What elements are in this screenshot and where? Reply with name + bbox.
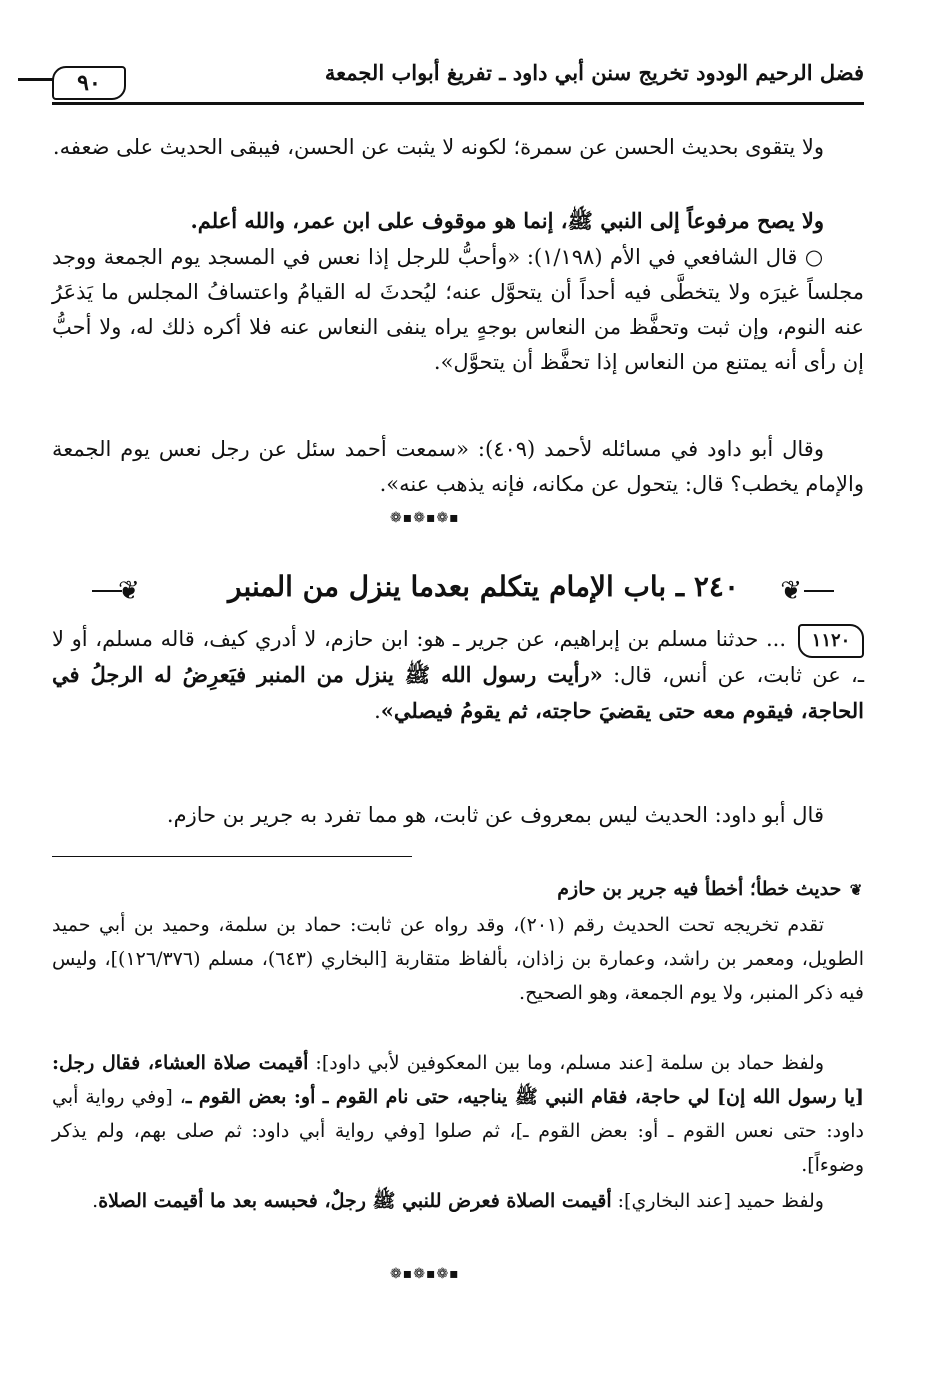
- book-icon: ❦: [849, 881, 863, 899]
- running-title: فضل الرحيم الودود تخريج سنن أبي داود ـ تفريغ أبواب الجمعة: [324, 60, 864, 85]
- left-flourish-icon: ❦: [118, 576, 140, 606]
- hammad-rest: ، [وفي رواية أبي داود: حتى نعس القوم ـ أو: بعض القوم ـ]، ثم صلوا [وفي رواية أبي داود: ثم صلى بهم، ولم يذكر وضوءاً].: [52, 1086, 864, 1176]
- hammad-lafz: أقيمت صلاة العشاء، فقال رجل: [يا رسول الله إن] لي حاجة، فقام النبي ﷺ يناجيه، حتى نام القوم ـ أو: بعض القوم ـ: [52, 1052, 865, 1108]
- page-number-arrow: [18, 78, 54, 81]
- hadith-isnad: ... حدثنا مسلم بن إبراهيم، عن جرير ـ هو: ابن حازم، لا أدري كيف، قاله مسلم، أو لا ـ، عن ثابت، عن أنس، قال:: [52, 627, 864, 687]
- footnote-rule: [52, 856, 412, 857]
- hadith-end: .: [374, 699, 381, 723]
- chapter-heading: [52, 562, 864, 618]
- paragraph-shafii: ○ قال الشافعي في الأم (١/١٩٨): «وأحبُّ للرجل إذا نعس في المسجد يوم الجمعة ووجد مجلساً غيرَه ولا يتخطَّى فيه أحداً أن يتحوَّل عنه؛ ليُحدثَ له القيامُ واعتسافُ المجلس ما يَذعَرُ عنه النوم، وإن ثبت وتحفَّظ من النعاس بوجهٍ يراه ينفى النعاس عنه فلا أكره ذلك له، ولا أحبُّ إن رأى أنه يمتنع من النعاس إذا تحفَّظ أن يتحوَّل».: [52, 245, 864, 374]
- heading-line-left: [92, 590, 122, 592]
- page-header: [52, 56, 864, 112]
- footnote-humayd: [52, 1184, 864, 1218]
- hammad-intro: ولفظ حماد بن سلمة [عند مسلم، وما بين المعكوفين لأبي داود]:: [308, 1052, 824, 1074]
- chapter-title: ٢٤٠ ـ باب الإمام يتكلم بعدما ينزل من المنبر: [228, 570, 739, 603]
- paragraph-abu-dawud-masail: وقال أبو داود في مسائله لأحمد (٤٠٩): «سمعت أحمد سئل عن رجل نعس يوم الجمعة والإمام يخطب؟ قال: يتحول عن مكانه، فإنه يذهب عنه».: [52, 437, 864, 496]
- ornament-divider-bottom: ❁▪❁▪❁▪: [390, 1266, 460, 1282]
- verdict-text: حديث خطأ؛ أخطأ فيه جرير بن حازم: [557, 878, 842, 900]
- heading-line-right: [804, 590, 834, 592]
- paragraph-mawquf: ولا يصح مرفوعاً إلى النبي ﷺ، إنما هو موقوف على ابن عمر، والله أعلم.: [190, 208, 824, 233]
- right-flourish-icon: ❦: [780, 576, 802, 606]
- hadith-text: [52, 622, 864, 729]
- abu-dawud-comment: قال أبو داود: الحديث ليس بمعروف عن ثابت، هو مما تفرد به جرير بن حازم.: [166, 803, 824, 827]
- verdict-line: [52, 872, 864, 908]
- humayd-end: .: [92, 1190, 99, 1212]
- paragraph-weak-hadith: ولا يتقوى بحديث الحسن عن سمرة؛ لكونه لا يثبت عن الحسن، فيبقى الحديث على ضعفه.: [52, 135, 824, 159]
- book-page: [52, 40, 864, 1360]
- hadith-matn: «رأيت رسول الله ﷺ ينزل من المنبر فيَعرِضُ له الرجلُ في الحاجة، فيقوم معه حتى يقضيَ حاجته، ثم يقومُ فيصلي»: [52, 662, 864, 723]
- hadith-number: ١١٢٠: [798, 624, 864, 658]
- humayd-lafz: أقيمت الصلاة فعرض للنبي ﷺ رجلٌ، فحبسه بعد ما أقيمت الصلاة: [98, 1190, 612, 1212]
- footnote-hammad: [52, 1046, 864, 1182]
- footnote-takhrij: تقدم تخريجه تحت الحديث رقم (٢٠١)، وقد رواه عن ثابت: حماد بن سلمة، وحميد بن أبي حميد الطويل، ومعمر بن راشد، وعمارة بن زاذان، بألفاظ متقاربة [البخاري (٦٤٣)، مسلم (١٢٦/٣٧٦)]، وليس فيه ذكر المنبر، ولا يوم الجمعة، وهو الصحيح.: [52, 914, 864, 1004]
- header-rule: [52, 102, 864, 105]
- ornament-divider: ❁▪❁▪❁▪: [390, 510, 460, 526]
- humayd-intro: ولفظ حميد [عند البخاري]:: [611, 1190, 824, 1212]
- page-number: ٩٠: [52, 66, 126, 100]
